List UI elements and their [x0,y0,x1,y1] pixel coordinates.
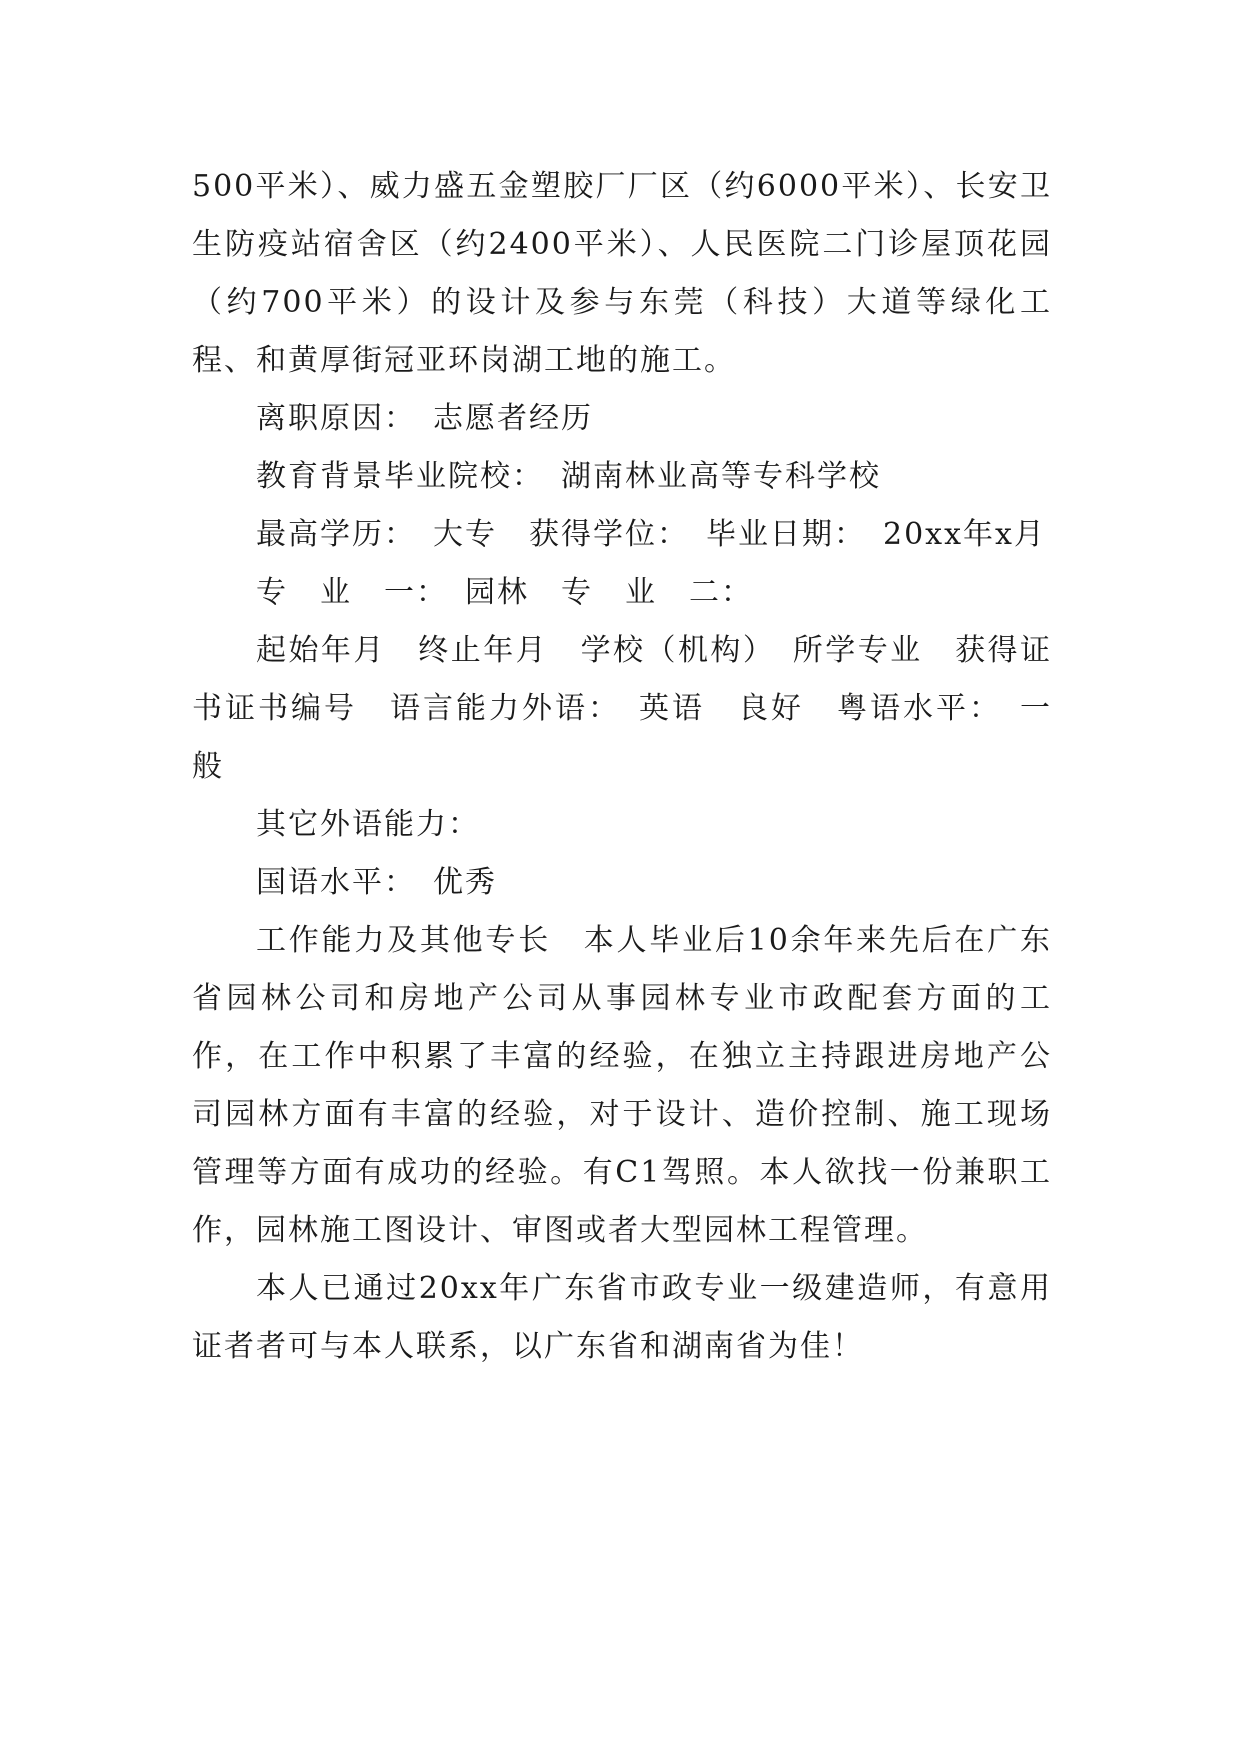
paragraph-education-level: 最高学历： 大专 获得学位： 毕业日期： 20xx年x月 [256,517,1046,552]
paragraph-project-experience: 500平米）、威力盛五金塑胶厂厂区（约6000平米）、长安卫生防疫站宿舍区（约2400平米）、人民医院二门诊屋顶花园（约700平米）的设计及参与东莞（科技）大道等绿化工程、和黄厚街冠亚环岗湖工地的施工。 [192,169,1052,378]
paragraph-training-and-language: 起始年月 终止年月 学校（机构） 所学专业 获得证书证书编号 语言能力外语： 英语 良好 粤语水平： 一般 [192,633,1052,784]
paragraph-leaving-reason: 离职原因： 志愿者经历 [256,401,593,436]
paragraph-other-languages: 其它外语能力： [256,807,480,842]
paragraph-graduated-school: 教育背景毕业院校： 湖南林业高等专科学校 [256,459,881,494]
paragraph-work-abilities: 工作能力及其他专长 本人毕业后10余年来先后在广东省园林公司和房地产公司从事园林专业市政配套方面的工作，在工作中积累了丰富的经验，在独立主持跟进房地产公司园林方面有丰富的经验，对于设计、造价控制、施工现场管理等方面有成功的经验。有C1驾照。本人欲找一份兼职工作，园林施工图设计、审图或者大型园林工程管理。 [192,923,1052,1248]
paragraph-mandarin-level: 国语水平： 优秀 [256,865,497,900]
paragraph-certificate-note: 本人已通过20xx年广东省市政专业一级建造师，有意用证者者可与本人联系，以广东省和湖南省为佳！ [192,1271,1052,1364]
paragraph-major: 专 业 一： 园林 专 业 二： [256,575,753,610]
document-body [192,158,1052,1376]
